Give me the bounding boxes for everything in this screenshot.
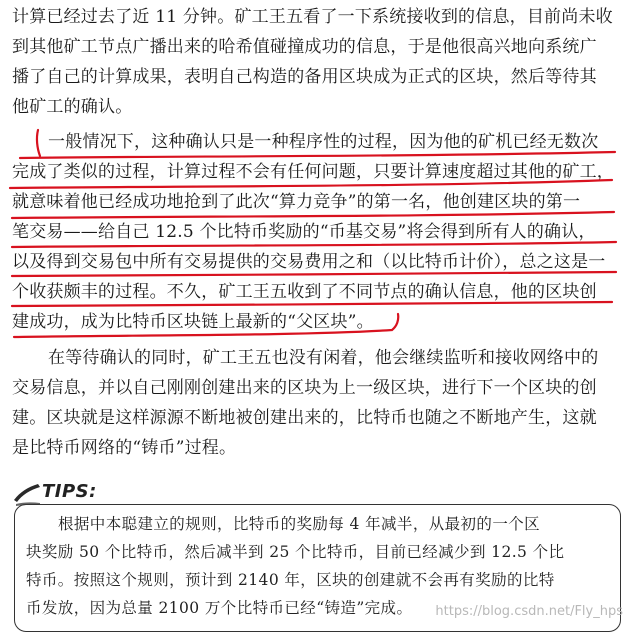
paragraph-2-line-4: 笔交易——给自己 12.5 个比特币奖励的“币基交易”将会得到所有人的确认， bbox=[12, 222, 596, 242]
paragraph-2-line-2: 完成了类似的过程，计算过程不会有任何问题，只要计算速度超过其他的矿工， bbox=[12, 162, 614, 182]
paragraph-2-line-6: 个收获颇丰的过程。不久，矿工王五收到了不同节点的确认信息，他的区块创 bbox=[12, 282, 597, 302]
paragraph-3-line-2: 交易信息，并以自己刚刚创建出来的区块为上一级区块，进行下一个区块的创 bbox=[12, 378, 597, 398]
tips-line-3: 特币。按照这个规则，预计到 2140 年，区块的创建就不会再有奖励的比特 bbox=[26, 571, 555, 589]
paragraph-1-line-2: 到其他矿工节点广播出来的哈希值碰撞成功的信息，于是他很高兴地向系统广 bbox=[12, 37, 597, 57]
paragraph-1-line-3: 播了自己的计算成果，表明自己构造的备用区块成为正式的区块，然后等待其 bbox=[12, 67, 597, 87]
paragraph-2-line-3: 就意味着他已经成功地抢到了此次“算力竞争”的第一名，他创建区块的第一 bbox=[12, 192, 581, 212]
watermark-url: https://blog.csdn.net/Fly_hps bbox=[435, 604, 623, 619]
paragraph-3-line-1: 在等待确认的同时，矿工王五也没有闲着，他会继续监听和接收网络中的 bbox=[48, 348, 599, 368]
tips-label: TIPS: bbox=[42, 481, 97, 502]
tips-line-2: 块奖励 50 个比特币，然后减半到 25 个比特币，目前已经减少到 12.5 个比 bbox=[26, 543, 565, 561]
paragraph-2-line-7: 建成功，成为比特币区块链上最新的“父区块”。 bbox=[12, 312, 374, 332]
paragraph-2-line-5: 以及得到交易包中所有交易提供的交易费用之和（以比特币计价），总之这是一 bbox=[12, 252, 606, 272]
underline-mark-1 bbox=[37, 130, 40, 156]
tips-line-1: 根据中本聪建立的规则，比特币的奖励每 4 年减半，从最初的一个区 bbox=[58, 515, 541, 533]
paragraph-1-line-4: 他矿工的确认。 bbox=[12, 97, 133, 117]
paragraph-2-line-1: 一般情况下，这种确认只是一种程序性的过程，因为他的矿机已经无数次 bbox=[48, 132, 599, 152]
paragraph-3-line-3: 建。区块就是这样源源不断地被创建出来的，比特币也随之不断地产生，这就 bbox=[12, 408, 597, 428]
tips-line-4: 币发放，因为总量 2100 万个比特币已经“铸造”完成。 bbox=[26, 599, 413, 617]
paragraph-1-line-1: 计算已经过去了近 11 分钟。矿工王五看了一下系统接收到的信息，目前尚未收 bbox=[12, 7, 613, 27]
paragraph-3-line-4: 是比特币网络的“铸币”过程。 bbox=[12, 438, 237, 458]
